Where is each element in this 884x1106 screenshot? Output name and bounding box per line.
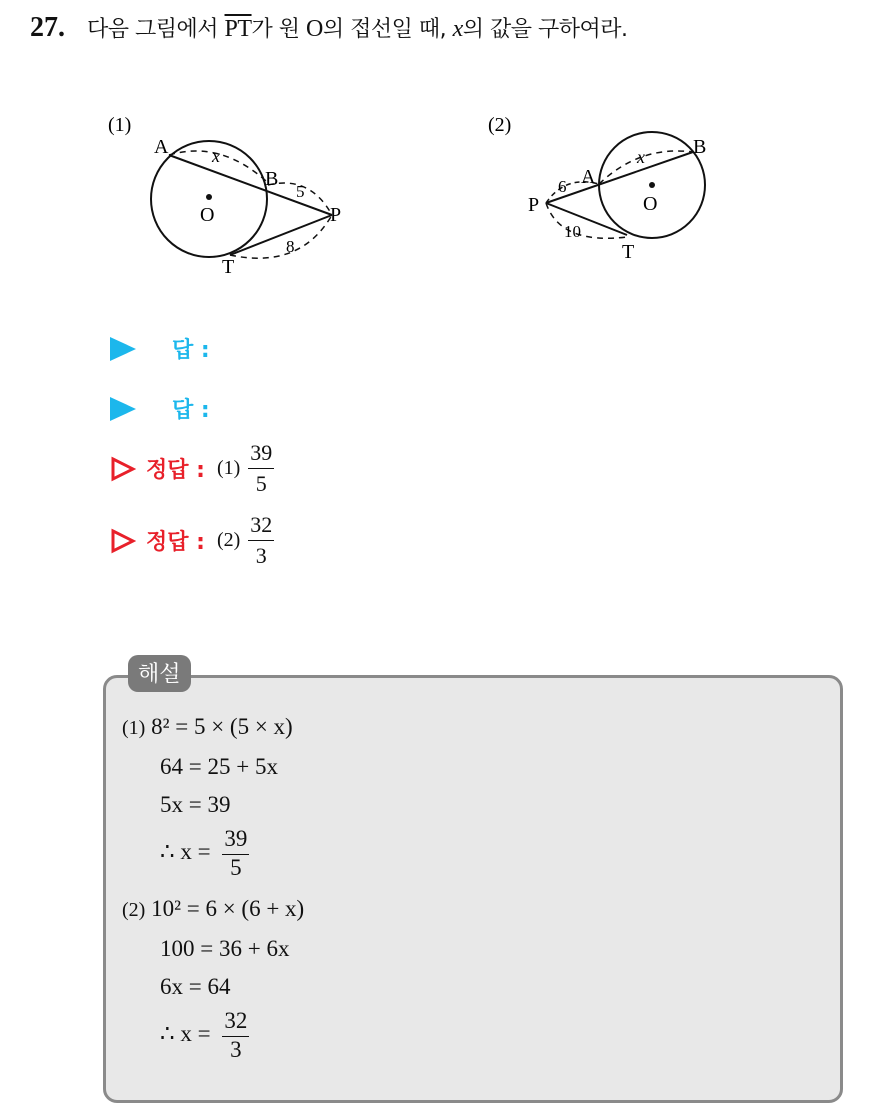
question-text-mid2: 의 접선일 때, bbox=[322, 17, 447, 42]
solution-p1-therefore: ∴ x = bbox=[160, 838, 211, 864]
correct-answer-row-1 bbox=[110, 440, 274, 497]
answer-label-2: 답 : bbox=[172, 398, 210, 423]
solution-p2-fraction-num: 32 bbox=[222, 1008, 249, 1037]
correct-part-1: (1) bbox=[216, 457, 241, 479]
figure-1-label: (1) bbox=[108, 114, 132, 136]
figure-1-measure-x: x bbox=[212, 146, 220, 166]
correct-fraction-1-den: 5 bbox=[255, 471, 267, 496]
figure-2-label: (2) bbox=[488, 114, 512, 136]
figure-1-point-b: B bbox=[265, 168, 279, 190]
outline-arrow-icon bbox=[110, 528, 136, 554]
correct-fraction-1-num: 39 bbox=[248, 440, 274, 469]
play-arrow-icon bbox=[110, 397, 136, 421]
solution-p1-line1 bbox=[122, 714, 293, 740]
correct-fraction-2 bbox=[248, 512, 274, 569]
variable-x: x bbox=[452, 16, 463, 42]
figure-2-measure-x: x bbox=[637, 147, 645, 167]
question-text-mid: 가 원 bbox=[251, 17, 300, 42]
figure-1-measure-8: 8 bbox=[286, 237, 295, 256]
figure-1-point-p: P bbox=[330, 204, 342, 226]
figure-1-center-dot bbox=[206, 194, 212, 200]
solution-p1-fraction-num: 39 bbox=[222, 826, 249, 855]
answer-label-1: 답 : bbox=[172, 338, 210, 363]
solution-p1-line4 bbox=[160, 826, 249, 881]
solution-p2-eq1: 10² = 6 × (6 + x) bbox=[151, 896, 305, 921]
solution-p1-fraction bbox=[222, 826, 249, 881]
correct-part-2: (2) bbox=[216, 529, 241, 551]
solution-p2-line4 bbox=[160, 1008, 249, 1063]
solution-p1-line2: 64 = 25 + 5x bbox=[160, 754, 278, 779]
correct-label-1: 정답 : bbox=[146, 458, 205, 483]
solution-p1-line3: 5x = 39 bbox=[160, 792, 231, 817]
question-text-after: 의 값을 구하여라. bbox=[462, 17, 628, 42]
figure-2-measure-10: 10 bbox=[564, 222, 581, 241]
correct-answer-row-2 bbox=[110, 512, 274, 569]
solution-tab: 해설 bbox=[128, 655, 191, 692]
figure-1-point-t: T bbox=[222, 256, 235, 278]
figure-1-point-o: O bbox=[200, 204, 215, 226]
figure-2-tangent bbox=[546, 203, 627, 235]
correct-fraction-2-den: 3 bbox=[255, 543, 267, 568]
figure-1-point-a: A bbox=[154, 136, 169, 158]
question-text-before: 다음 그림에서 bbox=[87, 17, 219, 42]
question-header bbox=[30, 12, 628, 52]
solution-p2-line2: 100 = 36 + 6x bbox=[160, 936, 290, 961]
figure-2-point-p: P bbox=[528, 194, 540, 216]
correct-fraction-2-num: 32 bbox=[248, 512, 274, 541]
solution-p2-fraction-den: 3 bbox=[230, 1037, 242, 1062]
figure-1-measure-5: 5 bbox=[296, 182, 305, 201]
question-number: 27. bbox=[30, 12, 65, 43]
figure-2 bbox=[480, 105, 740, 285]
figure-1 bbox=[100, 105, 380, 285]
solution-p2-fraction bbox=[222, 1008, 249, 1063]
solution-p1-eq1: 8² = 5 × (5 × x) bbox=[151, 714, 293, 739]
figure-2-point-b: B bbox=[693, 136, 707, 158]
solution-p2-therefore: ∴ x = bbox=[160, 1020, 211, 1046]
answer-row-2 bbox=[110, 393, 210, 424]
answer-row-1 bbox=[110, 333, 210, 364]
correct-label-2: 정답 : bbox=[146, 530, 205, 555]
segment-pt: $\overline{PT}$ bbox=[224, 16, 252, 42]
solution-p1-label: (1) bbox=[122, 717, 146, 739]
solution-p2-line1 bbox=[122, 896, 304, 922]
figure-1-secant bbox=[169, 155, 332, 215]
figure-2-secant bbox=[546, 152, 693, 203]
question-text bbox=[87, 12, 628, 43]
figure-2-measure-6: 6 bbox=[558, 177, 567, 196]
figure-2-point-t: T bbox=[622, 241, 635, 263]
figure-2-point-o: O bbox=[643, 193, 658, 215]
solution-p1-fraction-den: 5 bbox=[230, 855, 242, 880]
correct-fraction-1 bbox=[248, 440, 274, 497]
solution-p2-label: (2) bbox=[122, 899, 146, 921]
outline-arrow-icon bbox=[110, 456, 136, 482]
solution-p2-line3: 6x = 64 bbox=[160, 974, 231, 999]
play-arrow-icon bbox=[110, 337, 136, 361]
figure-2-point-a: A bbox=[581, 166, 596, 188]
figure-2-center-dot bbox=[649, 182, 655, 188]
circle-name: O bbox=[306, 16, 323, 42]
